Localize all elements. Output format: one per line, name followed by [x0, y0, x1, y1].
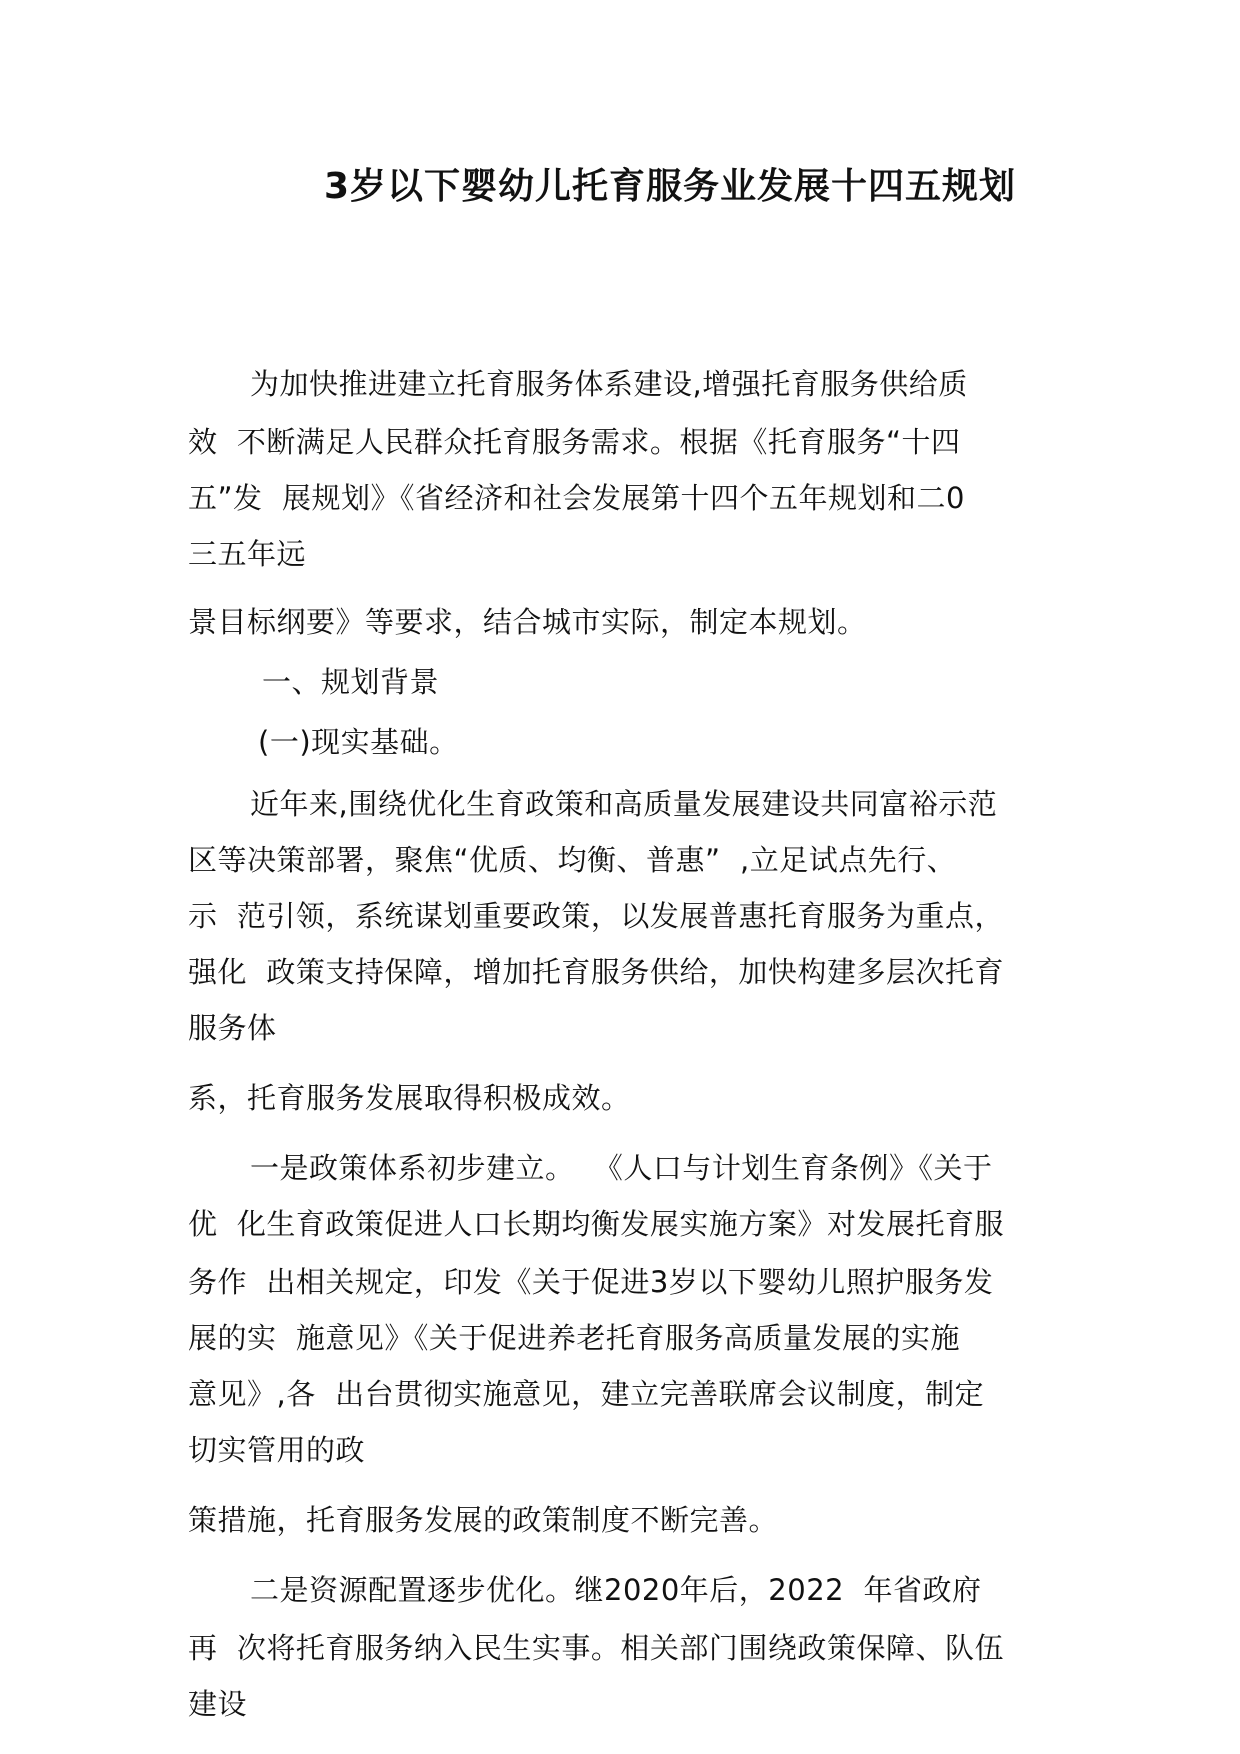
paragraph-line: 区等决策部署，聚焦“优质、均衡、普惠” ,立足试点先行、	[188, 843, 957, 877]
paragraph-line: 强化 政策支持保障，增加托育服务供给，加快构建多层次托育	[188, 955, 1004, 989]
section-heading: 一、规划背景	[262, 665, 440, 699]
paragraph-line: 再 次将托育服务纳入民生实事。相关部门围绕政策保障、队伍	[188, 1631, 1004, 1665]
paragraph-line: 一是政策体系初步建立。 《人口与计划生育条例》《关于	[250, 1151, 993, 1185]
paragraph-line: 切实管用的政	[188, 1433, 366, 1467]
paragraph-line: 景目标纲要》等要求，结合城市实际，制定本规划。	[188, 605, 867, 639]
paragraph-line: 三五年远	[188, 537, 307, 571]
paragraph-line: 示 范引领，系统谋划重要政策，以发展普惠托育服务为重点，	[188, 899, 1004, 933]
paragraph-line: 优 化生育政策促进人口长期均衡发展实施方案》对发展托育服	[188, 1207, 1004, 1241]
paragraph-line: 效 不断满足人民群众托育服务需求。根据《托育服务“十四	[188, 425, 961, 459]
paragraph-line: 近年来,围绕优化生育政策和高质量发展建设共同富裕示范	[250, 787, 998, 821]
paragraph-line: 建设	[188, 1687, 248, 1721]
paragraph-line: 务作 出相关规定，印发《关于促进3岁以下婴幼儿照护服务发	[188, 1265, 994, 1299]
paragraph-line: 五”发 展规划》《省经济和社会发展第十四个五年规划和二0	[188, 481, 965, 515]
paragraph-line: 二是资源配置逐步优化。继2020年后，2022 年省政府	[250, 1573, 982, 1607]
paragraph-line: 策措施，托育服务发展的政策制度不断完善。	[188, 1503, 779, 1537]
paragraph-line: 意见》,各 出台贯彻实施意见，建立完善联席会议制度，制定	[188, 1377, 985, 1411]
paragraph-line: 展的实 施意见》《关于促进养老托育服务高质量发展的实施	[188, 1321, 960, 1355]
paragraph-line: 为加快推进建立托育服务体系建设,增强托育服务供给质	[250, 367, 968, 401]
document-title: 3岁以下婴幼儿托育服务业发展十四五规划	[323, 166, 1017, 207]
subsection-heading: (一)现实基础。	[258, 725, 459, 759]
paragraph-line: 系，托育服务发展取得积极成效。	[188, 1081, 631, 1115]
paragraph-line: 服务体	[188, 1011, 277, 1045]
